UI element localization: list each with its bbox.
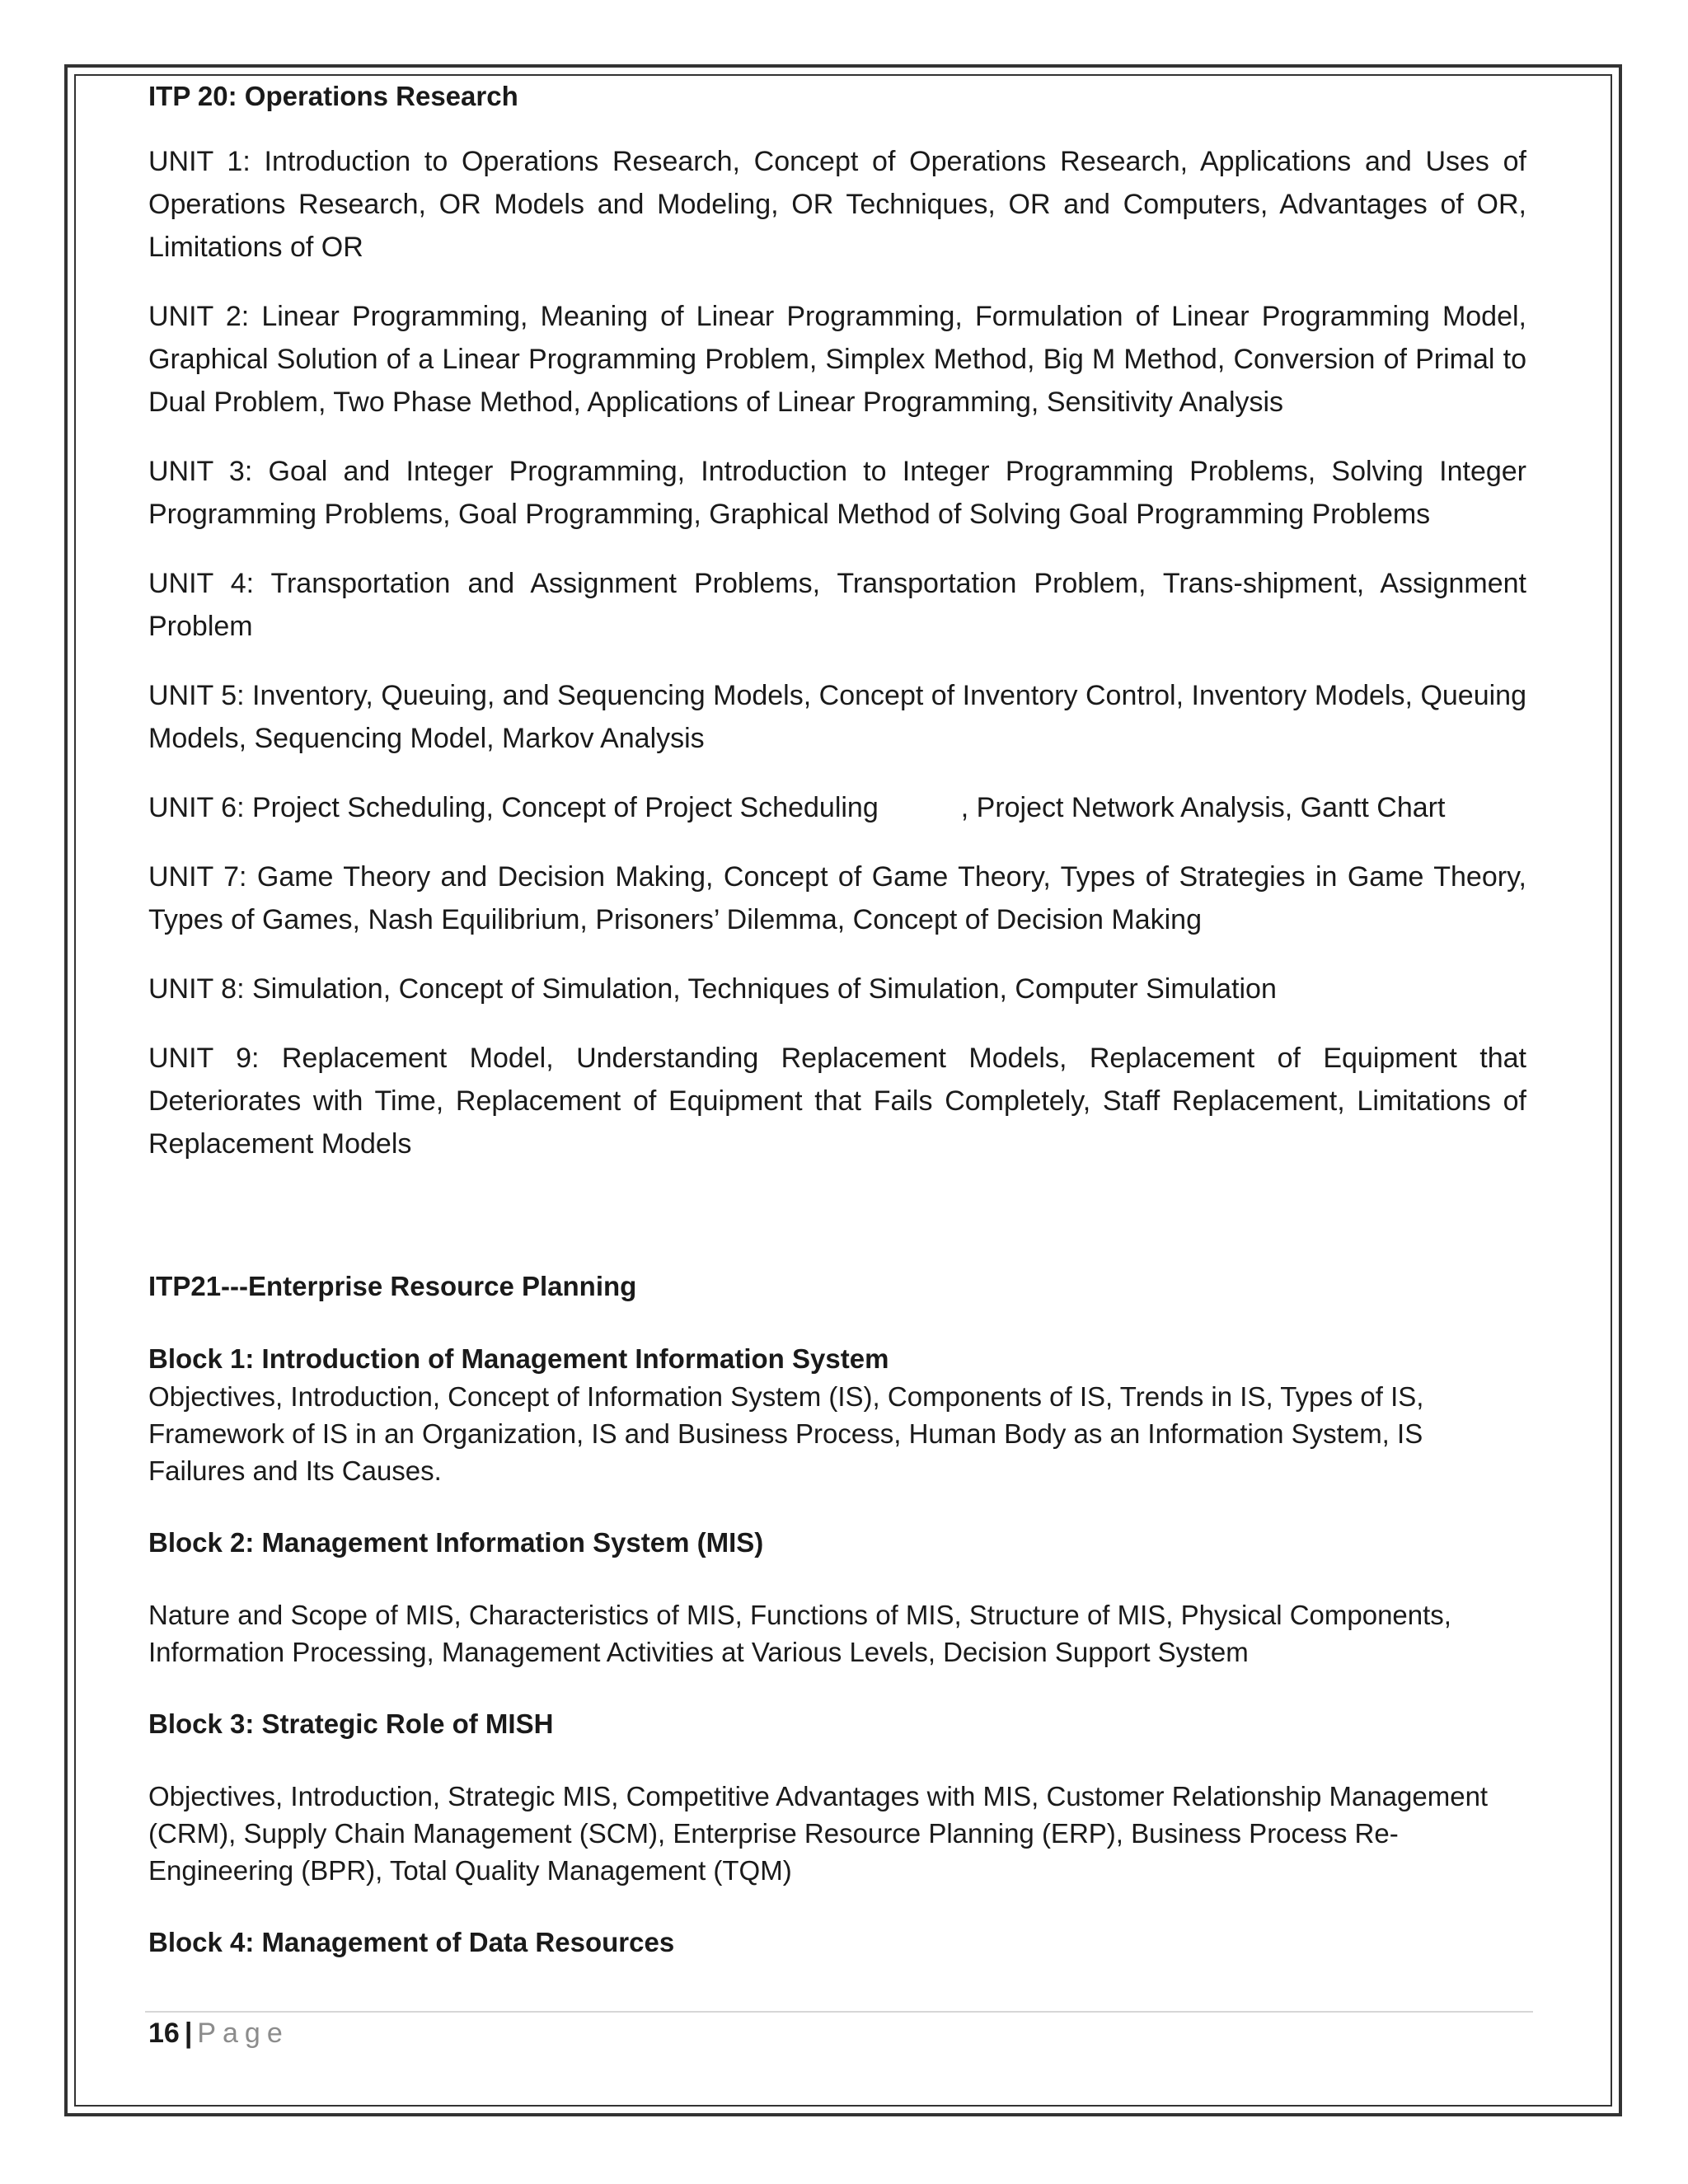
page-label: Page (197, 2018, 289, 2049)
unit-9-text: UNIT 9: Replacement Model, Understanding Replacement Models, Replacement of Equipment that Deteriorates with Time, Replacement of Equipment that Fails Completely, Staff Replacement, Limitations of Replacement Models (148, 1043, 1526, 1160)
block-4-title: Block 4: Management of Data Resources (148, 1927, 675, 1957)
unit-4-text: UNIT 4: Transportation and Assignment Problems, Transportation Problem, Trans-shipment, Assignment Problem (148, 568, 1526, 642)
unit-8-text: UNIT 8: Simulation, Concept of Simulation, Techniques of Simulation, Computer Simulation (148, 973, 1277, 1005)
block-2-title: Block 2: Management Information System (MIS) (148, 1527, 764, 1558)
unit-6-main: UNIT 6: Project Scheduling, Concept of Project Scheduling (148, 792, 879, 823)
unit-3-text: UNIT 3: Goal and Integer Programming, Introduction to Integer Programming Problems, Solving Integer Programming Problems, Goal Programming, Graphical Method of Solving Goal Programming Problems (148, 456, 1526, 530)
block-1-text: Objectives, Introduction, Concept of Information System (IS), Components of IS, Trends in IS, Types of IS, Framework of IS in an Organization, IS and Business Process, Human Body as an Information System, IS Failures and Its Causes. (148, 1381, 1424, 1486)
section-title-operations-research: ITP 20: Operations Research (148, 81, 518, 111)
unit-1-text: UNIT 1: Introduction to Operations Research, Concept of Operations Research, Applications and Uses of Operations Research, OR Models and Modeling, OR Techniques, OR and Computers, Advantages of OR, Limitations of OR (148, 146, 1526, 263)
footer-separator: | (184, 2018, 193, 2049)
unit-6-text (148, 786, 1526, 829)
page-number: 16 (148, 2018, 180, 2049)
section-title-erp: ITP21---Enterprise Resource Planning (148, 1271, 637, 1301)
block-2-text: Nature and Scope of MIS, Characteristics of MIS, Functions of MIS, Structure of MIS, Physical Components, Information Processing, Management Activities at Various Levels, Decision Support System (148, 1600, 1451, 1667)
unit-7-text: UNIT 7: Game Theory and Decision Making, Concept of Game Theory, Types of Strategies in Game Theory, Types of Games, Nash Equilibrium, Prisoners’ Dilemma, Concept of Decision Making (148, 861, 1526, 935)
unit-6-tail: , Project Network Analysis, Gantt Chart (960, 792, 1446, 823)
page-content (148, 77, 1526, 1961)
block-3-text: Objectives, Introduction, Strategic MIS, Competitive Advantages with MIS, Customer Relationship Management (CRM), Supply Chain Management (SCM), Enterprise Resource Planning (ERP), Business Process Re-Engineering (BPR), Total Quality Management (TQM) (148, 1781, 1489, 1886)
unit-5-text: UNIT 5: Inventory, Queuing, and Sequencing Models, Concept of Inventory Control, Inventory Models, Queuing Models, Sequencing Model, Markov Analysis (148, 680, 1526, 754)
block-1-title: Block 1: Introduction of Management Information System (148, 1343, 889, 1374)
unit-2-text: UNIT 2: Linear Programming, Meaning of Linear Programming, Formulation of Linear Programming Model, Graphical Solution of a Linear Programming Problem, Simplex Method, Big M Method, Conversion of Primal to Dual Problem, Two Phase Method, Applications of Linear Programming, Sensitivity Analysis (148, 301, 1526, 418)
block-3-title: Block 3: Strategic Role of MISH (148, 1708, 554, 1739)
page-footer (148, 2014, 289, 2052)
footer-divider (145, 2011, 1533, 2013)
